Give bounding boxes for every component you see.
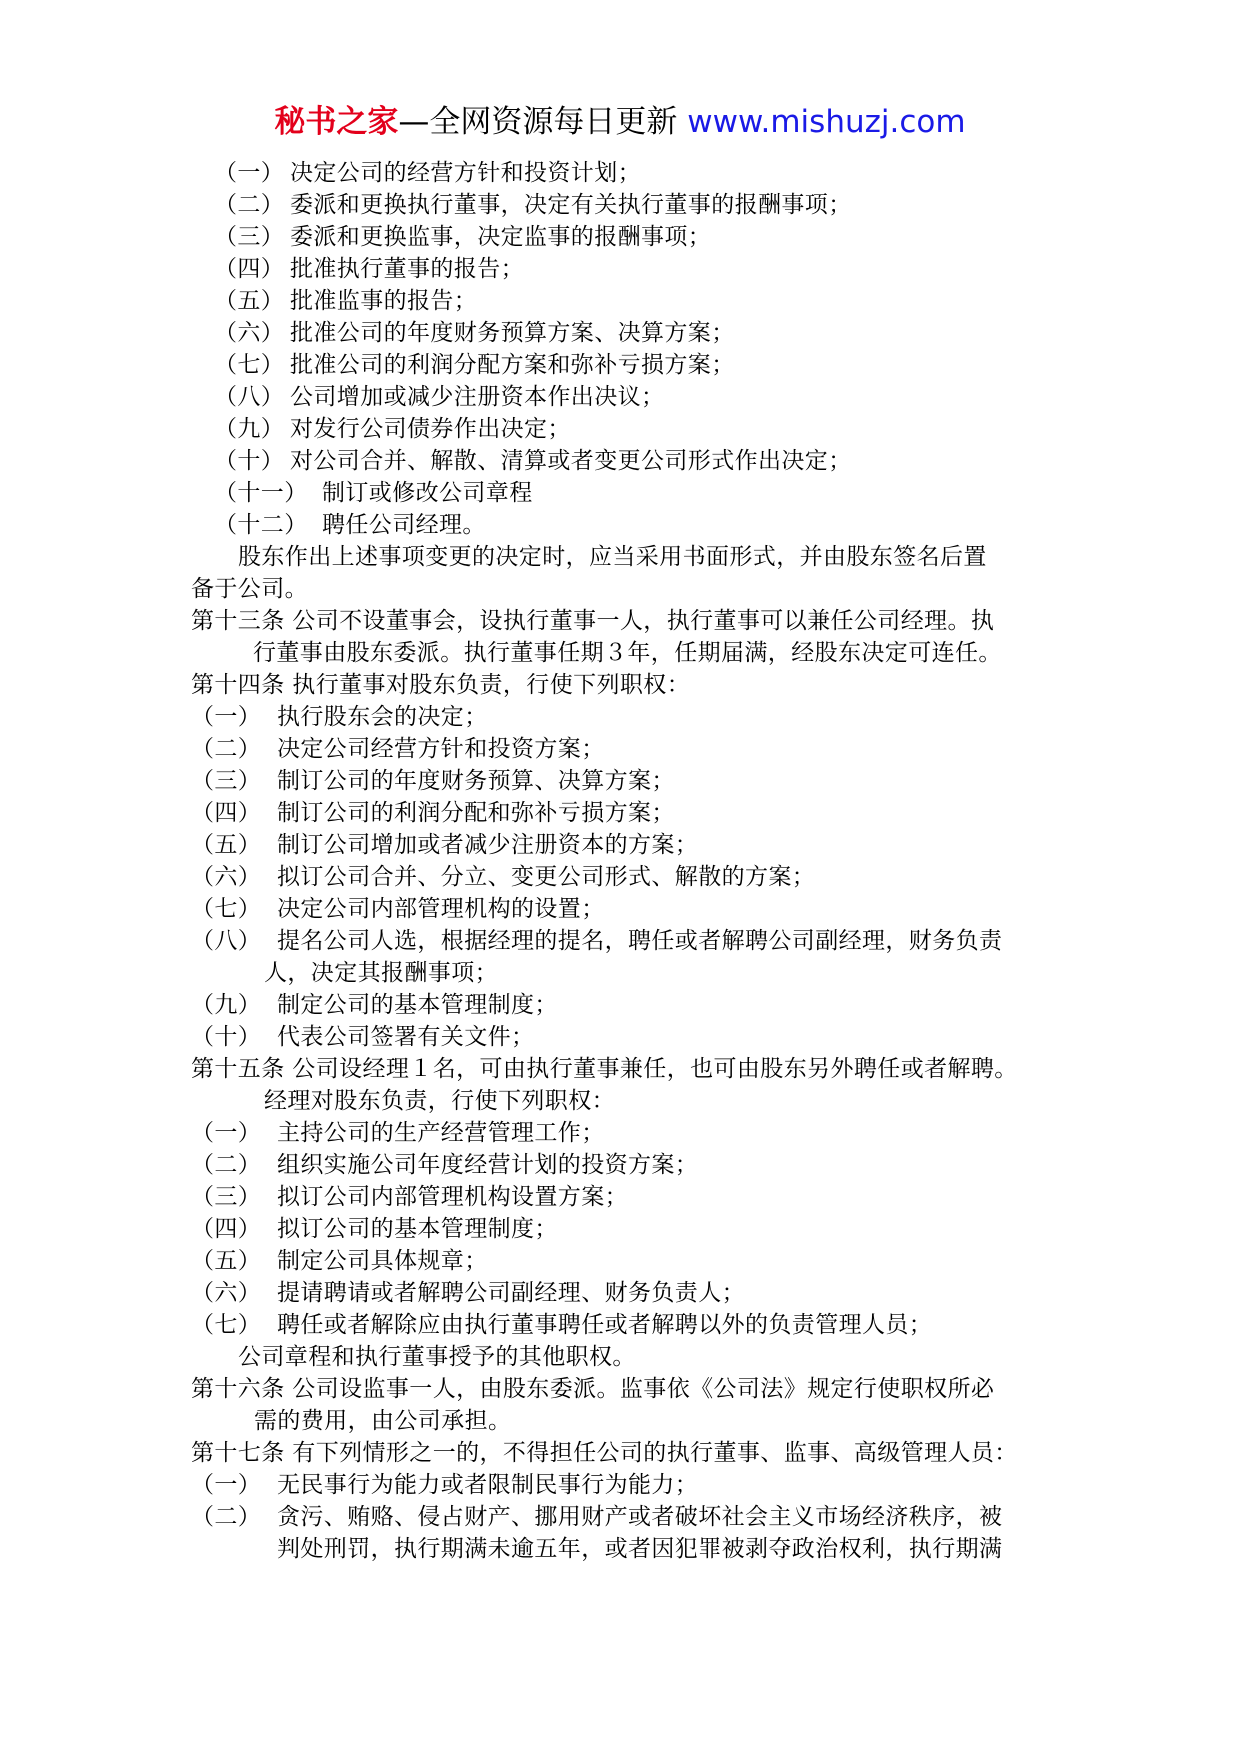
text-line: 第十七条 有下列情形之一的，不得担任公司的执行董事、监事、高级管理人员： [191,1440,1018,1466]
text-line: 贪污、贿赂、侵占财产、挪用财产或者破坏社会主义市场经济秩序，被 [277,1504,1003,1530]
text-line: 制订公司的利润分配和弥补亏损方案； [277,800,675,826]
item-number: （十） [214,448,285,474]
text-line: 委派和更换执行董事，决定有关执行董事的报酬事项； [290,192,852,218]
item-number: （二） [214,192,285,218]
text-line: 组织实施公司年度经营计划的投资方案； [277,1152,699,1178]
text-line: 公司增加或减少注册资本作出决议； [290,384,665,410]
text-line: 判处刑罚，执行期满未逾五年，或者因犯罪被剥夺政治权利，执行期满 [277,1536,1003,1562]
item-number: （五） [191,832,262,858]
text-line: 股东作出上述事项变更的决定时，应当采用书面形式，并由股东签名后置 [238,544,987,570]
item-number: （五） [191,1248,262,1274]
item-number: （一） [191,704,262,730]
item-number: （二） [191,736,262,762]
item-number: （四） [214,256,285,282]
item-number: （六） [214,320,285,346]
text-line: 第十四条 执行董事对股东负责，行使下列职权： [191,672,691,698]
item-number: （一） [191,1120,262,1146]
text-line: 第十五条 公司设经理１名，可由执行董事兼任，也可由股东另外聘任或者解聘。 [191,1056,1018,1082]
text-line: 制定公司的基本管理制度； [277,992,558,1018]
text-line: 第十六条 公司设监事一人，由股东委派。监事依《公司法》规定行使职权所必 [191,1376,995,1402]
item-number: （五） [214,288,285,314]
item-number: （六） [191,1280,262,1306]
text-line: 需的费用，由公司承担。 [254,1408,512,1434]
text-line: 决定公司内部管理机构的设置； [277,896,605,922]
item-number: （四） [191,1216,262,1242]
header-slogan: —全网资源每日更新 [398,104,688,140]
item-number: （二） [191,1504,262,1530]
text-line: 决定公司的经营方针和投资计划； [290,160,641,186]
text-line: 决定公司经营方针和投资方案； [277,736,605,762]
item-number: （七） [191,896,262,922]
item-number: （一） [214,160,285,186]
item-number: （三） [214,224,285,250]
text-line: 制定公司具体规章； [277,1248,488,1274]
item-number: （六） [191,864,262,890]
text-line: 拟订公司合并、分立、变更公司形式、解散的方案； [277,864,816,890]
text-line: 聘任或者解除应由执行董事聘任或者解聘以外的负责管理人员； [277,1312,933,1338]
text-line: 执行股东会的决定； [277,704,488,730]
text-line: 批准公司的年度财务预算方案、决算方案； [290,320,735,346]
text-line: 对公司合并、解散、清算或者变更公司形式作出决定； [290,448,852,474]
item-number: （十） [191,1024,262,1050]
item-number: （二） [191,1152,262,1178]
item-number: （九） [214,416,285,442]
text-line: 经理对股东负责，行使下列职权： [264,1088,615,1114]
item-number: （四） [191,800,262,826]
text-line: 代表公司签署有关文件； [277,1024,535,1050]
text-line: 主持公司的生产经营管理工作； [277,1120,605,1146]
item-number: （十二） [214,512,308,538]
header-brand: 秘书之家 [274,104,399,140]
site-header [0,100,1240,144]
text-line: 提请聘请或者解聘公司副经理、财务负责人； [277,1280,745,1306]
text-line: 委派和更换监事，决定监事的报酬事项； [290,224,712,250]
text-line: 第十三条 公司不设董事会，设执行董事一人，执行董事可以兼任公司经理。执 [191,608,995,634]
item-number: （七） [214,352,285,378]
header-url[interactable]: www.mishuzj.com [687,104,966,140]
text-line: 公司章程和执行董事授予的其他职权。 [238,1344,636,1370]
text-line: 批准监事的报告； [290,288,478,314]
text-line: 制订或修改公司章程 [322,480,533,506]
text-line: 制订公司的年度财务预算、决算方案； [277,768,675,794]
item-number: （十一） [214,480,308,506]
item-number: （七） [191,1312,262,1338]
item-number: （三） [191,768,262,794]
text-line: 拟订公司的基本管理制度； [277,1216,558,1242]
text-line: 备于公司。 [191,576,308,602]
text-line: 行董事由股东委派。执行董事任期３年，任期届满，经股东决定可连任。 [253,640,1002,666]
text-line: 无民事行为能力或者限制民事行为能力； [277,1472,699,1498]
item-number: （三） [191,1184,262,1210]
text-line: 提名公司人选，根据经理的提名，聘任或者解聘公司副经理，财务负责 [277,928,1003,954]
item-number: （九） [191,992,262,1018]
text-line: 制订公司增加或者减少注册资本的方案； [277,832,699,858]
text-line: 聘任公司经理。 [322,512,486,538]
text-line: 对发行公司债券作出决定； [290,416,571,442]
item-number: （一） [191,1472,262,1498]
item-number: （八） [214,384,285,410]
item-number: （八） [191,928,262,954]
text-line: 批准公司的利润分配方案和弥补亏损方案； [290,352,735,378]
text-line: 拟订公司内部管理机构设置方案； [277,1184,628,1210]
text-line: 批准执行董事的报告； [290,256,524,282]
text-line: 人，决定其报酬事项； [264,960,498,986]
